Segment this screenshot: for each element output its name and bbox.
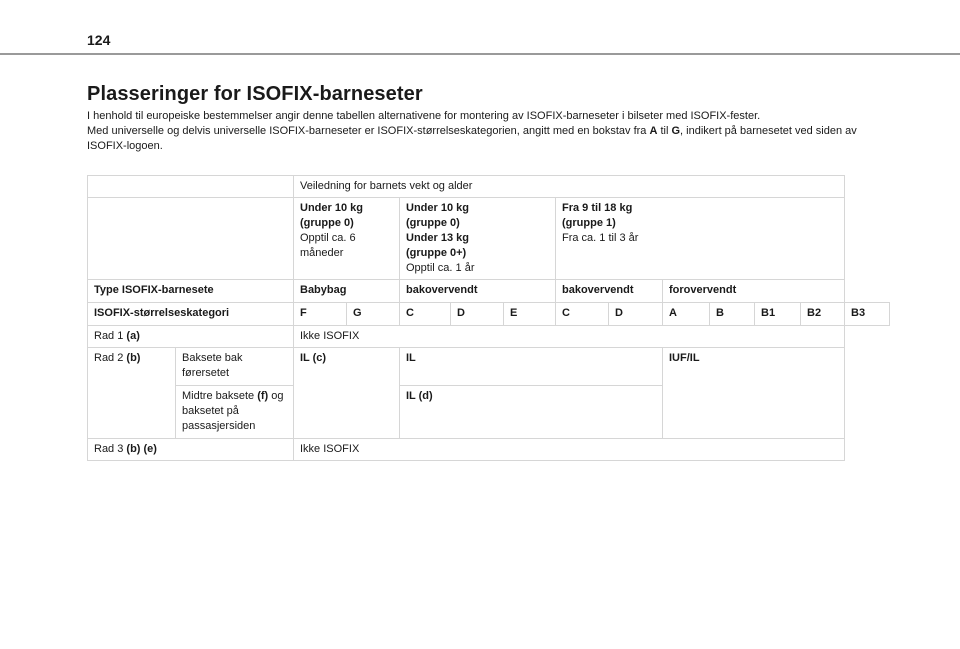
row-3-note: (b) (e) <box>126 443 157 455</box>
weight-g0-kg: Under 10 kg <box>300 202 363 214</box>
row-2-seat2-end: og baksetet på passasjersiden <box>182 390 284 432</box>
row-3-value-cell: Ikke ISOFIX <box>294 439 845 461</box>
weight-g0p-group2: (gruppe 0+) <box>406 247 467 259</box>
row-2-il-c-cell: IL (c) <box>294 348 400 439</box>
weight-group-0plus-cell <box>400 198 556 280</box>
table-row <box>88 326 890 348</box>
weight-g1-kg: Fra 9 til 18 kg <box>562 202 633 214</box>
weight-g0p-group1: (gruppe 0) <box>406 217 460 229</box>
weight-g0p-age: Opptil ca. 1 år <box>406 262 475 274</box>
row-2-note: (b) <box>126 352 141 364</box>
row-2-il-d-cell: IL (d) <box>400 386 663 439</box>
table-row <box>88 176 890 198</box>
category-cell: F <box>294 303 347 326</box>
intro-line-1: I henhold til europeiske bestemmelser angir denne tabellen alternativene for montering av ISOFIX-barneseter i bilseter med ISOFIX-fester. <box>87 110 761 122</box>
row-2-iuf-il-cell: IUF/IL <box>663 348 845 439</box>
row-2-seat-middle-cell <box>176 386 294 439</box>
category-cell: E <box>504 303 556 326</box>
table-row <box>88 439 890 461</box>
guide-header-cell: Veiledning for barnets vekt og alder <box>294 176 845 198</box>
weight-g1-age: Fra ca. 1 til 3 år <box>562 232 639 244</box>
empty-cell <box>88 198 294 280</box>
table-row <box>88 198 890 280</box>
intro-til: til <box>657 125 672 137</box>
weight-g0-group: (gruppe 0) <box>300 217 354 229</box>
row-1-note: (a) <box>126 330 140 342</box>
category-cell: B3 <box>845 303 890 326</box>
type-forward-facing-cell: forovervendt <box>663 280 845 303</box>
intro-line-2 <box>87 124 877 154</box>
weight-group-0-cell <box>294 198 400 280</box>
category-cell: C <box>556 303 609 326</box>
category-cell: D <box>609 303 663 326</box>
type-rear-facing-cell: bakovervendt <box>556 280 663 303</box>
row-2-il-cell: IL <box>400 348 663 386</box>
category-cell: G <box>347 303 400 326</box>
category-cell: B1 <box>755 303 801 326</box>
row-2-seat2-start: Midtre baksete <box>182 390 258 402</box>
row-3-label: Rad 3 <box>94 443 127 455</box>
table-row <box>88 303 890 326</box>
row-2-label: Rad 2 <box>94 352 127 364</box>
table-row <box>88 348 890 386</box>
weight-g1-group: (gruppe 1) <box>562 217 616 229</box>
intro-line-2-end: , indikert på barnesetet ved siden av ISOFIX-logoen. <box>87 125 857 152</box>
row-2-seat-driver-cell: Baksete bak førersetet <box>176 348 294 386</box>
category-label-cell: ISOFIX-størrelseskategori <box>88 303 294 326</box>
type-rear-facing-cell: bakovervendt <box>400 280 556 303</box>
row-1-label-cell <box>88 326 294 348</box>
table-row <box>88 280 890 303</box>
intro-line-2-start: Med universelle og delvis universelle ISOFIX-barneseter er ISOFIX-størrelseskategorien, angitt med en bokstav fra <box>87 125 650 137</box>
row-2-seat2-note: (f) <box>257 390 269 402</box>
row-1-label: Rad 1 <box>94 330 127 342</box>
weight-g0p-kg1: Under 10 kg <box>406 202 469 214</box>
category-cell: B2 <box>801 303 845 326</box>
category-cell: D <box>451 303 504 326</box>
row-3-label-cell <box>88 439 294 461</box>
intro-text <box>87 109 877 154</box>
isofix-table <box>87 175 890 461</box>
empty-cell <box>88 176 294 198</box>
weight-g0p-kg2: Under 13 kg <box>406 232 469 244</box>
type-babybag-cell: Babybag <box>294 280 400 303</box>
page-title: Plasseringer for ISOFIX-barneseter <box>87 83 423 105</box>
row-2-label-cell <box>88 348 176 439</box>
type-label-cell: Type ISOFIX-barnesete <box>88 280 294 303</box>
intro-letter-g: G <box>671 125 681 137</box>
weight-group-1-cell <box>556 198 845 280</box>
weight-g0-age: Opptil ca. 6 måneder <box>300 232 356 259</box>
intro-letter-a: A <box>649 125 658 137</box>
category-cell: C <box>400 303 451 326</box>
category-cell: A <box>663 303 710 326</box>
category-cell: B <box>710 303 755 326</box>
header-rule <box>0 53 960 55</box>
row-1-value-cell: Ikke ISOFIX <box>294 326 845 348</box>
page-number: 124 <box>87 32 111 48</box>
